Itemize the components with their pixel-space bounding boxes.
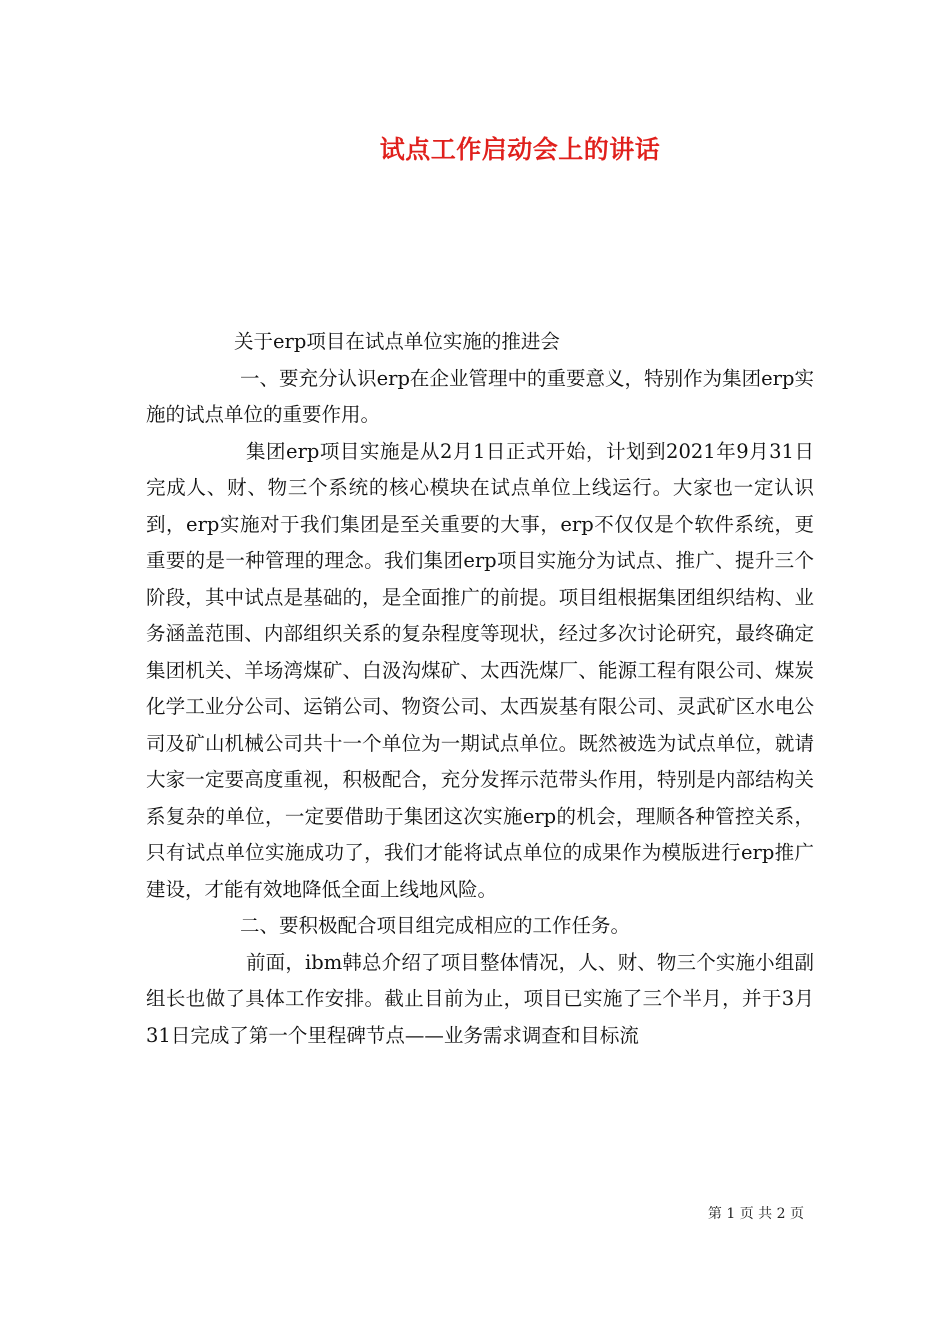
document-title: 试点工作启动会上的讲话 (379, 135, 661, 164)
document-subtitle: 关于erp项目在试点单位实施的推进会 (234, 330, 560, 353)
paragraph-erp-schedule: 集团erp项目实施是从2月1日正式开始，计划到2021年9月31日完成人、财、物三个系统的核心模块在试点单位上线运行。大家也一定认识到，erp实施对于我们集团是至关重要的大事，erp不仅仅是个软件系统，更重要的是一种管理的理念。我们集团erp项目实施分为试点、推广、提升三个阶段，其中试点是基础的，是全面推广的前提。项目组根据集团组织结构、业务涵盖范围、内部组织关系的复杂程度等现状，经过多次讨论研究，最终确定集团机关、羊场湾煤矿、白汲沟煤矿、太西洗煤厂、能源工程有限公司、煤炭化学工业分公司、运销公司、物资公司、太西炭基有限公司、灵武矿区水电公司及矿山机械公司共十一个单位为一期试点单位。既然被选为试点单位，就请大家一定要高度重视，积极配合，充分发挥示范带头作用，特别是内部结构关系复杂的单位，一定要借助于集团这次实施erp的机会，理顺各种管控关系，只有试点单位实施成功了，我们才能将试点单位的成果作为模版进行erp推广建设，才能有效地降低全面上线地风险。 (146, 439, 814, 901)
document-body (146, 324, 814, 1054)
paragraph-section-two: 二、要积极配合项目组完成相应的工作任务。 (240, 914, 631, 937)
page-number: 第 1 页 共 2 页 (707, 1206, 804, 1222)
paragraph-progress: 前面，ibm韩总介绍了项目整体情况，人、财、物三个实施小组副组长也做了具体工作安排。截止目前为止，项目已实施了三个半月，并于3月31日完成了第一个里程碑节点——业务需求调查和目标流 (146, 950, 814, 1047)
paragraph-section-one: 一、要充分认识erp在企业管理中的重要意义，特别作为集团erp实施的试点单位的重要作用。 (146, 366, 814, 426)
